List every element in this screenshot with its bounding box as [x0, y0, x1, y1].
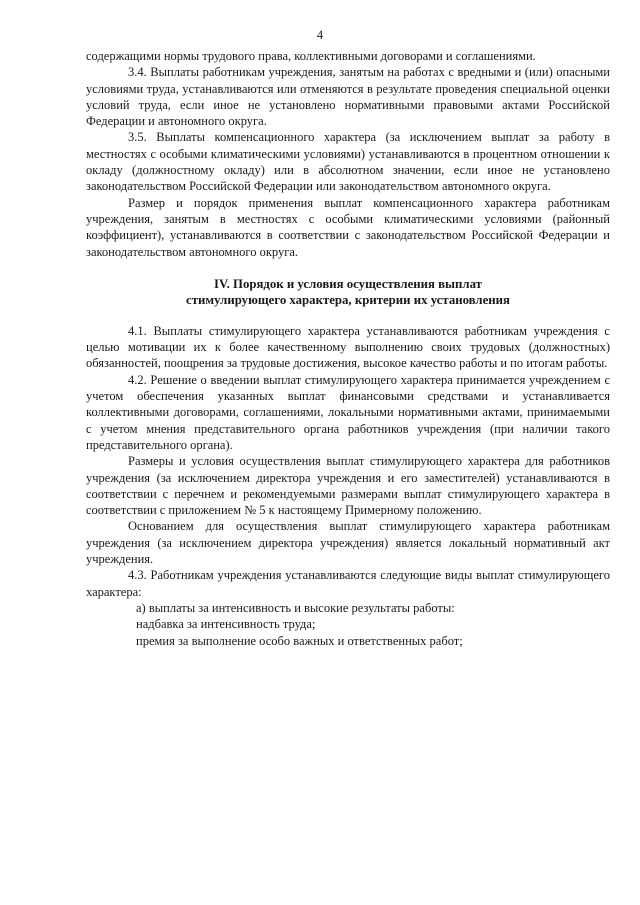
paragraph-4-3: 4.3. Работникам учреждения устанавливаются следующие виды выплат стимулирующего характера: — [86, 568, 610, 599]
paragraph-payment-basis: Основанием для осуществления выплат стимулирующего характера работникам учреждения (за исключением директора учреждения) является локальный нормативный акт учреждения. — [86, 519, 610, 567]
section-heading-line-2: стимулирующего характера, критерии их установления — [186, 293, 510, 308]
paragraph-3-5: 3.5. Выплаты компенсационного характера (за исключением выплат за работу в местностях с особыми климатическими условиями) устанавливаются в процентном отношении к окладу (должностному окладу) или в абсолютном значении, если иное не установлено законодательством Российской Федерации или законодательством автономного округа. — [86, 130, 610, 194]
list-item: а) выплаты за интенсивность и высокие результаты работы: — [136, 600, 455, 615]
paragraph-4-1: 4.1. Выплаты стимулирующего характера устанавливаются работникам учреждения с целью мотивации их к более качественному выполнению своих трудовых (должностных) обязанностей, поощрения за трудовые достижения, высокое качество работы и по итогам работы. — [86, 323, 610, 371]
list-item: премия за выполнение особо важных и ответственных работ; — [136, 633, 463, 648]
page-number: 4 — [316, 28, 324, 42]
paragraph-3-4: 3.4. Выплаты работникам учреждения, занятым на работах с вредными и (или) опасными условиями труда, устанавливаются или отменяются в результате проведения специальной оценки условий труда, если иное не установлено нормативными правовыми актами Российской Федерации и автономного округа. — [86, 65, 610, 129]
section-heading-line-1: IV. Порядок и условия осуществления выплат — [214, 276, 482, 291]
paragraph-payment-sizes: Размеры и условия осуществления выплат стимулирующего характера для работников учреждения (за исключением директора учреждения и его заместителей) устанавливаются в соответствии с перечнем и рекомендуемыми размерами выплат стимулирующего характера в соответствии с приложением № 5 к настоящему Примерному положению. — [86, 454, 610, 518]
section-heading — [86, 276, 610, 309]
paragraph-regional-coefficient: Размер и порядок применения выплат компенсационного характера работникам учреждения, занятым в местностях с особыми климатическими условиями (районный коэффициент), устанавливаются в соответствии с законодательством Российской Федерации и законодательством автономного округа. — [86, 195, 610, 259]
paragraph-4-2: 4.2. Решение о введении выплат стимулирующего характера принимается учреждением с учетом обеспечения указанных выплат финансовыми средствами и устанавливается коллективными договорами, соглашениями, локальными нормативными актами, принимаемыми с учетом мнения представительного органа работников учреждения (при наличии такого представительного органа). — [86, 372, 610, 452]
document-body — [86, 48, 610, 649]
paragraph-continuation: содержащими нормы трудового права, коллективными договорами и соглашениями. — [86, 49, 536, 63]
list-item: надбавка за интенсивность труда; — [136, 617, 316, 632]
